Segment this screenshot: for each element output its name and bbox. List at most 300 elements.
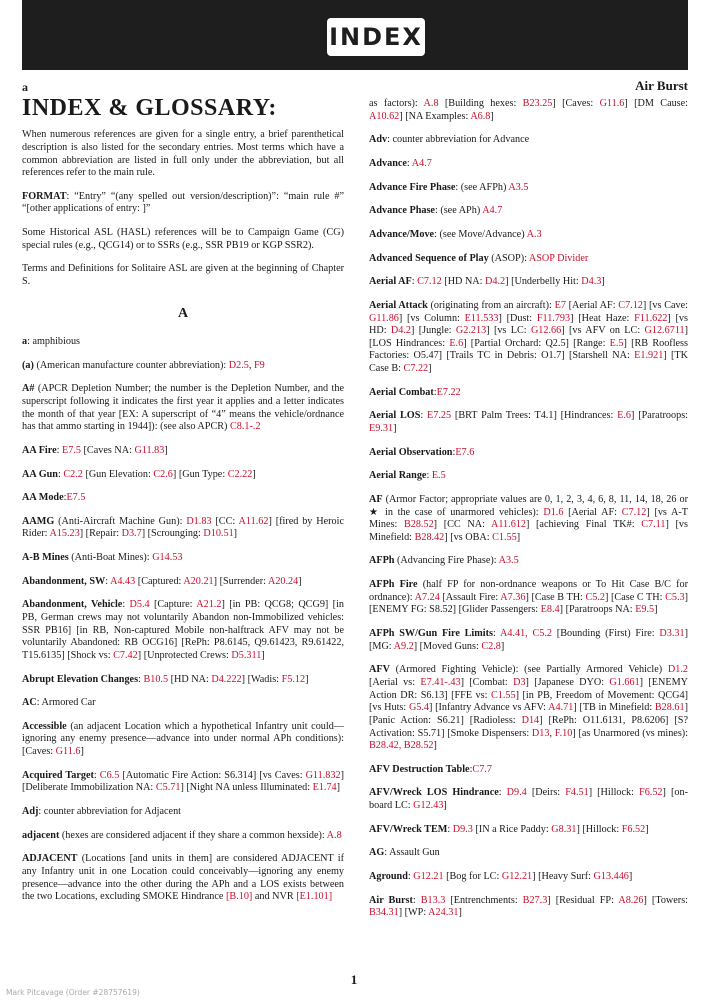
entry-text: ] [Unprotected Crews: <box>137 649 232 661</box>
entry-text: ] [in PB, Freedom of Movement: QCG4] [vs Huts: <box>369 689 688 714</box>
entry-text: [CC: <box>211 515 239 527</box>
entry-text: : counter abbreviation for Advance <box>387 134 530 146</box>
rule-reference[interactable]: C7.42 <box>113 649 138 661</box>
entry-text: ] [WP: <box>398 907 429 919</box>
rule-reference[interactable]: A11.612 <box>490 519 526 531</box>
entry-text: ] [vs Cave: <box>642 299 688 311</box>
entry-term: AFV/Wreck LOS Hindrance <box>369 787 499 799</box>
index-entry <box>369 447 688 460</box>
page-title: INDEX & GLOSSARY: <box>22 94 277 121</box>
entry-text: : (see AFPh) <box>455 181 509 193</box>
rule-reference[interactable]: D9.3 <box>452 823 473 835</box>
rule-reference[interactable]: C7.12 <box>417 276 442 288</box>
rule-reference[interactable]: D3.7 <box>121 528 142 540</box>
entry-text: [Deirs: <box>526 787 566 799</box>
entry-text: : <box>452 446 456 458</box>
rule-reference[interactable]: A6.8 <box>470 110 491 122</box>
intro-paragraph-2: Some Historical ASL (HASL) references will be to Campaign Game (CG) special rules (e.g., QCG14) or to SSRs (e.g., SSR PB19 or KGP SSR2). <box>22 227 344 251</box>
index-entry <box>369 764 688 777</box>
entry-text: ] [ENEMY FG: S8.52] [Glider Passengers: <box>369 591 689 616</box>
index-entry <box>369 494 688 545</box>
rule-reference[interactable]: A4.43 <box>110 575 136 587</box>
rule-reference[interactable]: E9.5 <box>635 604 655 616</box>
entry-term: Advance <box>369 158 407 170</box>
entry-text: [Aerial AF: <box>565 299 619 311</box>
entry-text: ] [as Unarmored (vs mines): <box>572 727 689 739</box>
rule-reference[interactable]: D13 <box>531 727 550 739</box>
entry-text: (Advancing Fire Phase): <box>394 555 499 567</box>
rule-reference[interactable]: A9.2 <box>393 640 414 652</box>
entry-text: (Anti-Boat Mines): <box>68 552 153 564</box>
entry-text: (Locations [and units in them] are considered ADJACENT if any Infantry unit in one Location could conceivably—ignoring any enemy presence—advance into the other during the APh and a LOS exists between the two Locations, excluding SMOKE Hindrance <box>22 853 344 903</box>
entry-text: ] [Jungle: <box>411 325 456 337</box>
rule-reference[interactable]: B23.25 <box>522 98 553 110</box>
rule-reference[interactable]: F6.52 <box>639 787 663 799</box>
left-entry-list <box>22 336 344 904</box>
index-entry <box>369 300 688 376</box>
rule-reference[interactable]: B13.3 <box>420 894 446 906</box>
rule-reference[interactable]: E11.533 <box>464 312 499 324</box>
entry-text: ] <box>490 110 494 122</box>
rule-reference[interactable]: B27.3 <box>522 894 548 906</box>
rule-reference[interactable]: C5.3 <box>665 591 685 603</box>
rule-reference[interactable]: E7.41-.43 <box>420 676 461 688</box>
entry-term: Aerial Range <box>369 470 427 482</box>
running-head: Air Burst <box>635 78 688 93</box>
entry-text: ] [Heat Haze: <box>570 312 635 324</box>
index-entry <box>369 579 688 617</box>
entry-text: ] [on-board LC: <box>369 787 688 812</box>
rule-reference[interactable]: D1.2 <box>667 664 688 676</box>
rule-reference[interactable]: G8.31 <box>551 823 577 835</box>
entry-text: ] [Infantry Advance vs AFV: <box>429 702 549 714</box>
rule-reference[interactable]: G11.83 <box>134 444 165 456</box>
rule-reference[interactable]: E.6 <box>617 410 631 422</box>
entry-text: ] [Surrender: <box>213 575 268 587</box>
entry-text: ] [Caves: <box>552 98 600 110</box>
entry-text: : <box>406 158 412 170</box>
rule-reference[interactable]: F9 <box>253 359 265 371</box>
entry-text: (an adjacent Location which a hypothetical Infantry unit could—ignoring any enemy presence—advance into under normal APh conditions): [Caves: <box>22 720 344 758</box>
rule-reference[interactable]: E7.6 <box>455 446 475 458</box>
rule-reference[interactable]: G1.661 <box>609 676 640 688</box>
entry-text: ] <box>298 575 302 587</box>
entry-text: : <box>407 871 414 883</box>
rule-reference[interactable]: A4.7 <box>411 158 432 170</box>
entry-text: : <box>433 386 437 398</box>
entry-term: Abandonment, Vehicle <box>22 599 123 611</box>
entry-text: ] <box>654 604 658 616</box>
entry-term: Aerial Observation <box>369 446 453 458</box>
entry-text: (hexes are considered adjacent if they share a common hexside): <box>59 829 327 841</box>
entry-text: ] [vs AFV on LC: <box>561 325 645 337</box>
index-entry <box>22 830 344 843</box>
entry-text: , <box>549 727 555 739</box>
entry-text: (ASOP): <box>488 252 529 264</box>
entry-term: Adj <box>22 806 39 818</box>
index-entry <box>369 387 688 400</box>
rule-reference[interactable]: F4.51 <box>565 787 589 799</box>
rule-reference[interactable]: D1.83 <box>186 515 212 527</box>
rule-reference[interactable]: D9.4 <box>506 787 527 799</box>
entry-text: ] <box>336 782 341 794</box>
rule-reference[interactable]: G11.832 <box>305 769 341 781</box>
entry-term: AFV/Wreck TEM <box>369 823 448 835</box>
entry-text: ] [MG: <box>369 628 688 652</box>
entry-text: ] [vs LC: <box>486 325 531 337</box>
rule-reference[interactable]: E8.4 <box>540 604 560 616</box>
index-entry <box>22 492 344 505</box>
rule-reference[interactable]: B28.52 <box>403 519 434 531</box>
rule-reference[interactable]: F6.52 <box>621 823 646 835</box>
rule-reference[interactable]: D5.4 <box>129 599 150 611</box>
entry-text: : <box>138 673 144 685</box>
entry-text: ] [fired by Heroic Rider: <box>22 515 344 540</box>
rule-reference[interactable]: G11.86 <box>369 312 399 324</box>
rule-reference[interactable]: C7.22 <box>403 363 429 375</box>
entry-text: ] [LOS Hindrances: <box>369 325 689 349</box>
index-entry <box>22 599 344 662</box>
entry-term: AA Mode <box>22 492 64 504</box>
rule-reference[interactable]: E1.74 <box>312 782 337 794</box>
entry-text: : <box>447 823 453 835</box>
entry-text: ] [Night NA unless Illuminated: <box>180 782 313 794</box>
entry-text: : <box>498 787 507 799</box>
index-entry <box>22 445 344 458</box>
entry-text: [Aerial AF: <box>563 506 622 518</box>
entry-text: : counter abbreviation for Adjacent <box>38 806 181 818</box>
entry-term: Aerial AF <box>369 276 412 288</box>
entry-text: ] [Hillock: <box>588 787 640 799</box>
format-text: : “Entry” “(any spelled out version/description)”: “main rule #” “[other applications of entry: ]” <box>22 190 344 215</box>
rule-reference[interactable]: G12.21 <box>413 871 444 883</box>
entry-text: : Assault Gun <box>384 847 440 859</box>
entry-text: [Captured: <box>135 575 184 587</box>
entry-text: ] <box>305 673 309 685</box>
entry-text: ] [ENEMY Action DR: S6.13] [FFE vs: <box>369 676 688 701</box>
rule-reference[interactable]: D1.6 <box>543 506 564 518</box>
rule-reference[interactable]: D2.5 <box>228 359 249 371</box>
entry-term: Abrupt Elevation Changes <box>22 673 139 685</box>
entry-text: ] [Heavy Surf: <box>532 871 594 883</box>
left-column <box>22 80 344 915</box>
entry-term: AFPh SW/Gun Fire Limits <box>369 628 493 640</box>
index-entry <box>22 516 344 541</box>
rule-reference[interactable]: A.8 <box>423 98 439 110</box>
rule-reference[interactable]: C2.6 <box>153 468 173 480</box>
entry-text: ] [DM Cause: <box>624 98 688 110</box>
entry-text: ] [RePh: O11.6131, P8.6206] [S? Activation: S5.71] [Smoke Dispensers: <box>369 714 688 739</box>
rule-reference[interactable]: ASOP Divider <box>528 252 589 264</box>
rule-reference[interactable]: B28.42 <box>414 531 445 543</box>
entry-text: (APCR Depletion Number; the number is the Depletion Number, and the superscript following it indicates the first year it applies and a letter indicates the month of that year [EX: A superscript of “4” means the vehicle/ordnance has that ammo starting in 1944]): (see also APCR) <box>22 383 344 433</box>
rule-reference[interactable]: D4.222 <box>211 673 242 685</box>
entry-term: Advance Phase <box>369 205 435 217</box>
entry-text: [BRT Palm Trees: T4.1] [Hindrances: <box>451 410 618 422</box>
entry-text: : <box>105 575 111 587</box>
rule-reference[interactable]: A20.24 <box>267 575 299 587</box>
entry-text: [Capture: <box>149 599 197 611</box>
rule-reference[interactable]: C5.2 <box>585 591 606 603</box>
section-heading-a: A <box>177 305 189 321</box>
rule-reference[interactable]: A24.31 <box>428 907 459 919</box>
entry-text: ] [Dust: <box>498 312 537 324</box>
entry-text: ] [in PB: QCG8; QCG9] [in PB, German crews may not voluntarily Abandon non-Immobilized vehicles: SSR PB16] [in RB, Non-captured Mobile non-halftrack AFV may not be voluntarily Abandoned: RB OCG16] [RePh: P8.6145, Q9.61423, R9.61422, T15.6135] [Shock vs: <box>22 599 344 661</box>
index-entry <box>22 336 344 349</box>
entry-text: : <box>469 763 473 775</box>
rule-reference[interactable]: A3.5 <box>508 181 529 193</box>
index-entry <box>369 134 688 147</box>
rule-reference[interactable]: D4.3 <box>581 276 602 288</box>
entry-text: ] [Case B TH: <box>525 591 586 603</box>
entry-text: ] [Moved Guns: <box>413 640 482 652</box>
entry-term: Aerial Attack <box>369 299 428 311</box>
entry-text: ] <box>628 871 633 883</box>
entry-text: [Assault Fire: <box>439 591 501 603</box>
entry-term: AFV Destruction Table <box>369 763 470 775</box>
entry-text: (American manufacture counter abbreviation): <box>33 359 229 371</box>
entry-text: [Bounding (First) Fire: <box>552 628 660 640</box>
entry-text: ] [TK Case B: <box>369 350 688 375</box>
entry-text: ] [Paratroops NA: <box>559 604 636 616</box>
format-label: FORMAT <box>22 190 67 202</box>
rule-reference[interactable]: G12.43 <box>413 800 444 812</box>
rule-reference[interactable]: E7 <box>554 299 566 311</box>
entry-term: Aerial Combat <box>369 386 434 398</box>
entry-text: (Armor Factor; appropriate values are 0, 1, 2, 3, 4, 6, 8, 11, 14, 18, 26 or ★ in the case of unarmored vehicles): <box>369 493 688 518</box>
rule-reference[interactable]: G12.21 <box>501 871 533 883</box>
index-entry <box>369 824 688 837</box>
entry-text: (originating from an aircraft): <box>427 299 555 311</box>
rule-reference[interactable]: A15.23 <box>49 528 80 540</box>
rule-reference[interactable]: G13.446 <box>593 871 629 883</box>
rule-reference[interactable]: A7.36 <box>500 591 526 603</box>
index-entry <box>22 552 344 565</box>
rule-reference[interactable]: C7.11 <box>641 519 666 531</box>
entry-text: : <box>412 894 421 906</box>
entry-text: ] <box>393 423 397 434</box>
index-entry <box>369 205 688 218</box>
entry-text: : <box>420 410 428 422</box>
intro-paragraph-1: When numerous references are given for a single entry, a brief parenthetical description is also listed for the secondary entries. Most terms which have a common abbreviation are listed in full only under the abbreviation, but all references refer to the main rule. <box>22 129 344 179</box>
entry-term: Advance Fire Phase <box>369 181 456 193</box>
rule-reference[interactable]: G2.213 <box>455 325 487 337</box>
entry-text: ] [Gun Type: <box>172 468 228 480</box>
entry-text: [Entrenchments: <box>445 894 523 906</box>
index-entry <box>22 721 344 759</box>
rule-reference[interactable]: E1.921 <box>634 350 664 362</box>
rule-reference[interactable]: E7.25 <box>427 410 452 422</box>
right-entry-list <box>369 98 688 920</box>
entry-text: ] <box>443 800 447 812</box>
index-entry <box>369 787 688 812</box>
entry-term: AA Fire <box>22 444 57 456</box>
entry-text: ] <box>458 907 462 919</box>
rule-reference[interactable]: A7.24 <box>414 591 440 603</box>
index-entry <box>369 847 688 860</box>
entry-term: A# <box>22 383 35 395</box>
entry-text: ] [Residual FP: <box>547 894 619 906</box>
rule-reference[interactable]: F.10 <box>554 727 573 739</box>
rule-reference[interactable]: E9.31 <box>369 423 394 434</box>
entry-text: ] [vs HD: <box>369 312 688 337</box>
index-entry <box>369 182 688 195</box>
entry-term: AA Gun <box>22 468 58 480</box>
intro-paragraph-3: Terms and Definitions for Solitaire ASL are given at the beginning of Chapter S. <box>22 263 344 288</box>
entry-text: [HD NA: <box>168 673 212 685</box>
watermark: Mark Pitcavage (Order #28757619) <box>6 988 140 997</box>
rule-reference[interactable]: C2.2 <box>63 468 83 480</box>
rule-reference[interactable]: B28.61 <box>654 702 685 714</box>
rule-reference[interactable]: F11.622 <box>634 312 668 324</box>
index-entry <box>369 253 688 266</box>
entry-text: : <box>426 470 432 482</box>
entry-text: ] <box>433 740 437 752</box>
entry-text: : <box>411 276 418 288</box>
entry-text: ] [vs Minefield: <box>369 519 688 543</box>
index-entry <box>369 229 688 242</box>
entry-text: [IN a Rice Paddy: <box>472 823 552 835</box>
index-entry <box>22 469 344 482</box>
rule-reference[interactable]: E.5 <box>609 337 624 349</box>
entry-term: AFPh Fire <box>369 579 418 591</box>
entry-text: ] <box>645 823 649 835</box>
section-letter: a <box>22 80 28 94</box>
entry-text: ] <box>233 528 238 540</box>
rule-reference[interactable]: D3 <box>513 676 526 688</box>
rule-reference[interactable]: D14 <box>521 714 540 726</box>
entry-text: ] [NA Examples: <box>399 110 471 122</box>
entry-term: Advance/Move <box>369 228 435 240</box>
entry-text: as factors): <box>369 98 424 110</box>
entry-text: [Automatic Fire Action: S6.314] [vs Caves: <box>119 769 306 781</box>
rule-reference[interactable]: F11.793 <box>536 312 571 324</box>
index-entry <box>369 158 688 171</box>
entry-text: ] [Panic Action: S6.21] [Radioless: <box>369 702 689 726</box>
rule-reference[interactable]: C7.12 <box>618 299 643 311</box>
entry-text: ] [vs A-T Mines: <box>369 506 689 531</box>
index-entry <box>369 98 688 123</box>
rule-reference[interactable]: C7.12 <box>621 506 647 518</box>
entry-text: ] [Towers: <box>643 894 688 906</box>
entry-term: ADJACENT <box>22 853 78 865</box>
rule-reference[interactable]: C5.71 <box>155 782 181 794</box>
entry-term: adjacent <box>22 829 60 841</box>
rule-reference[interactable]: A8.26 <box>618 894 644 906</box>
rule-reference[interactable]: D10.51 <box>203 528 234 540</box>
index-entry <box>369 276 688 289</box>
entry-text: ] [Partial Orchard: Q2.5] [Range: <box>463 337 610 349</box>
rule-reference[interactable]: D4.2 <box>390 325 411 337</box>
entry-text: ] [Japanese DYO: <box>525 676 610 688</box>
entry-text: : (see Move/Advance) <box>434 228 527 240</box>
rule-reference[interactable]: C6.5 <box>99 769 120 781</box>
rule-reference[interactable]: G11.6 <box>599 98 625 110</box>
index-entry <box>22 576 344 589</box>
rule-reference[interactable]: G12.6711 <box>644 325 685 337</box>
index-entry <box>22 697 344 710</box>
entry-text: (Armored Fighting Vehicle): (see Partially Armored Vehicle) <box>389 664 668 676</box>
index-entry <box>369 871 688 884</box>
rule-reference[interactable]: A4.7 <box>482 205 503 217</box>
rule-reference[interactable]: A.3 <box>526 228 542 240</box>
entry-text: ] [TB in Minefield: <box>573 702 655 714</box>
rule-reference[interactable]: [B.10] <box>226 891 253 903</box>
rule-reference[interactable]: D5.311 <box>231 649 262 661</box>
entry-text: (Anti-Aircraft Machine Gun): <box>54 515 187 527</box>
rule-reference[interactable]: A10.62 <box>369 110 400 122</box>
entry-term: Aerial LOS <box>369 410 421 422</box>
rule-reference[interactable]: C7.7 <box>472 763 492 775</box>
rule-reference[interactable]: C8.1-.2 <box>229 421 261 433</box>
rule-reference[interactable]: [E1.101] <box>296 891 333 903</box>
rule-reference[interactable]: B34.31 <box>369 907 399 919</box>
rule-reference[interactable]: G12.66 <box>530 325 562 337</box>
rule-reference[interactable]: E.5 <box>431 470 446 482</box>
rule-reference[interactable]: D4.2 <box>485 276 506 288</box>
rule-reference[interactable]: E7.5 <box>66 492 86 504</box>
rule-reference[interactable]: G5.4 <box>408 702 430 714</box>
entry-text: : (see APh) <box>434 205 483 217</box>
rule-reference[interactable]: A11.62 <box>238 515 269 527</box>
rule-reference[interactable]: A4.41, C5.2 <box>499 628 553 640</box>
rule-reference[interactable]: A21.2 <box>196 599 222 611</box>
entry-term: Advanced Sequence of Play <box>369 252 489 264</box>
entry-text: : Armored Car <box>36 697 96 709</box>
rule-reference[interactable]: E.6 <box>449 337 464 349</box>
entry-text: ] [Case C TH: <box>605 591 666 603</box>
index-entry <box>22 770 344 795</box>
rule-reference[interactable]: A4.71 <box>548 702 574 714</box>
entry-term: AFV <box>369 664 390 676</box>
entry-text: ] <box>428 363 432 375</box>
page-number: 1 <box>350 972 358 987</box>
rule-reference[interactable]: C2.8 <box>481 640 501 652</box>
entry-term: a <box>22 336 28 348</box>
rule-reference[interactable]: D3.31 <box>659 628 685 640</box>
rule-reference[interactable]: A20.21 <box>183 575 214 587</box>
index-entry <box>369 895 688 920</box>
rule-reference[interactable]: C1.55 <box>492 531 517 543</box>
index-entry <box>369 628 688 653</box>
entry-text: ] [Repair: <box>79 528 122 540</box>
entry-text: [Gun Elevation: <box>82 468 154 480</box>
index-entry <box>22 853 344 904</box>
rule-reference[interactable]: C2.22 <box>227 468 253 480</box>
rule-reference[interactable]: A3.5 <box>498 555 519 567</box>
rule-reference[interactable]: B10.5 <box>143 673 169 685</box>
entry-text: ] <box>500 640 505 652</box>
entry-text: ] <box>601 276 605 288</box>
entry-text: ] <box>164 444 168 456</box>
rule-reference[interactable]: C1.55 <box>490 689 516 701</box>
rule-reference[interactable]: G14.53 <box>152 552 183 564</box>
rule-reference[interactable]: E7.22 <box>436 386 461 398</box>
rule-reference[interactable]: B28.42, B28.52 <box>369 740 434 752</box>
entry-text: : <box>93 769 100 781</box>
rule-reference[interactable]: G11.6 <box>55 746 81 758</box>
rule-reference[interactable]: A.8 <box>326 829 342 841</box>
entry-text: ] [Combat: <box>460 676 514 688</box>
entry-text: : <box>63 492 67 504</box>
entry-text: ] <box>80 746 84 758</box>
index-entry <box>22 806 344 819</box>
entry-text: ] [Scrounging: <box>141 528 204 540</box>
entry-term: AAMG <box>22 515 55 527</box>
rule-reference[interactable]: F5.12 <box>281 673 306 685</box>
rule-reference[interactable]: E7.5 <box>62 444 81 456</box>
entry-text: [HD NA: <box>441 276 486 288</box>
